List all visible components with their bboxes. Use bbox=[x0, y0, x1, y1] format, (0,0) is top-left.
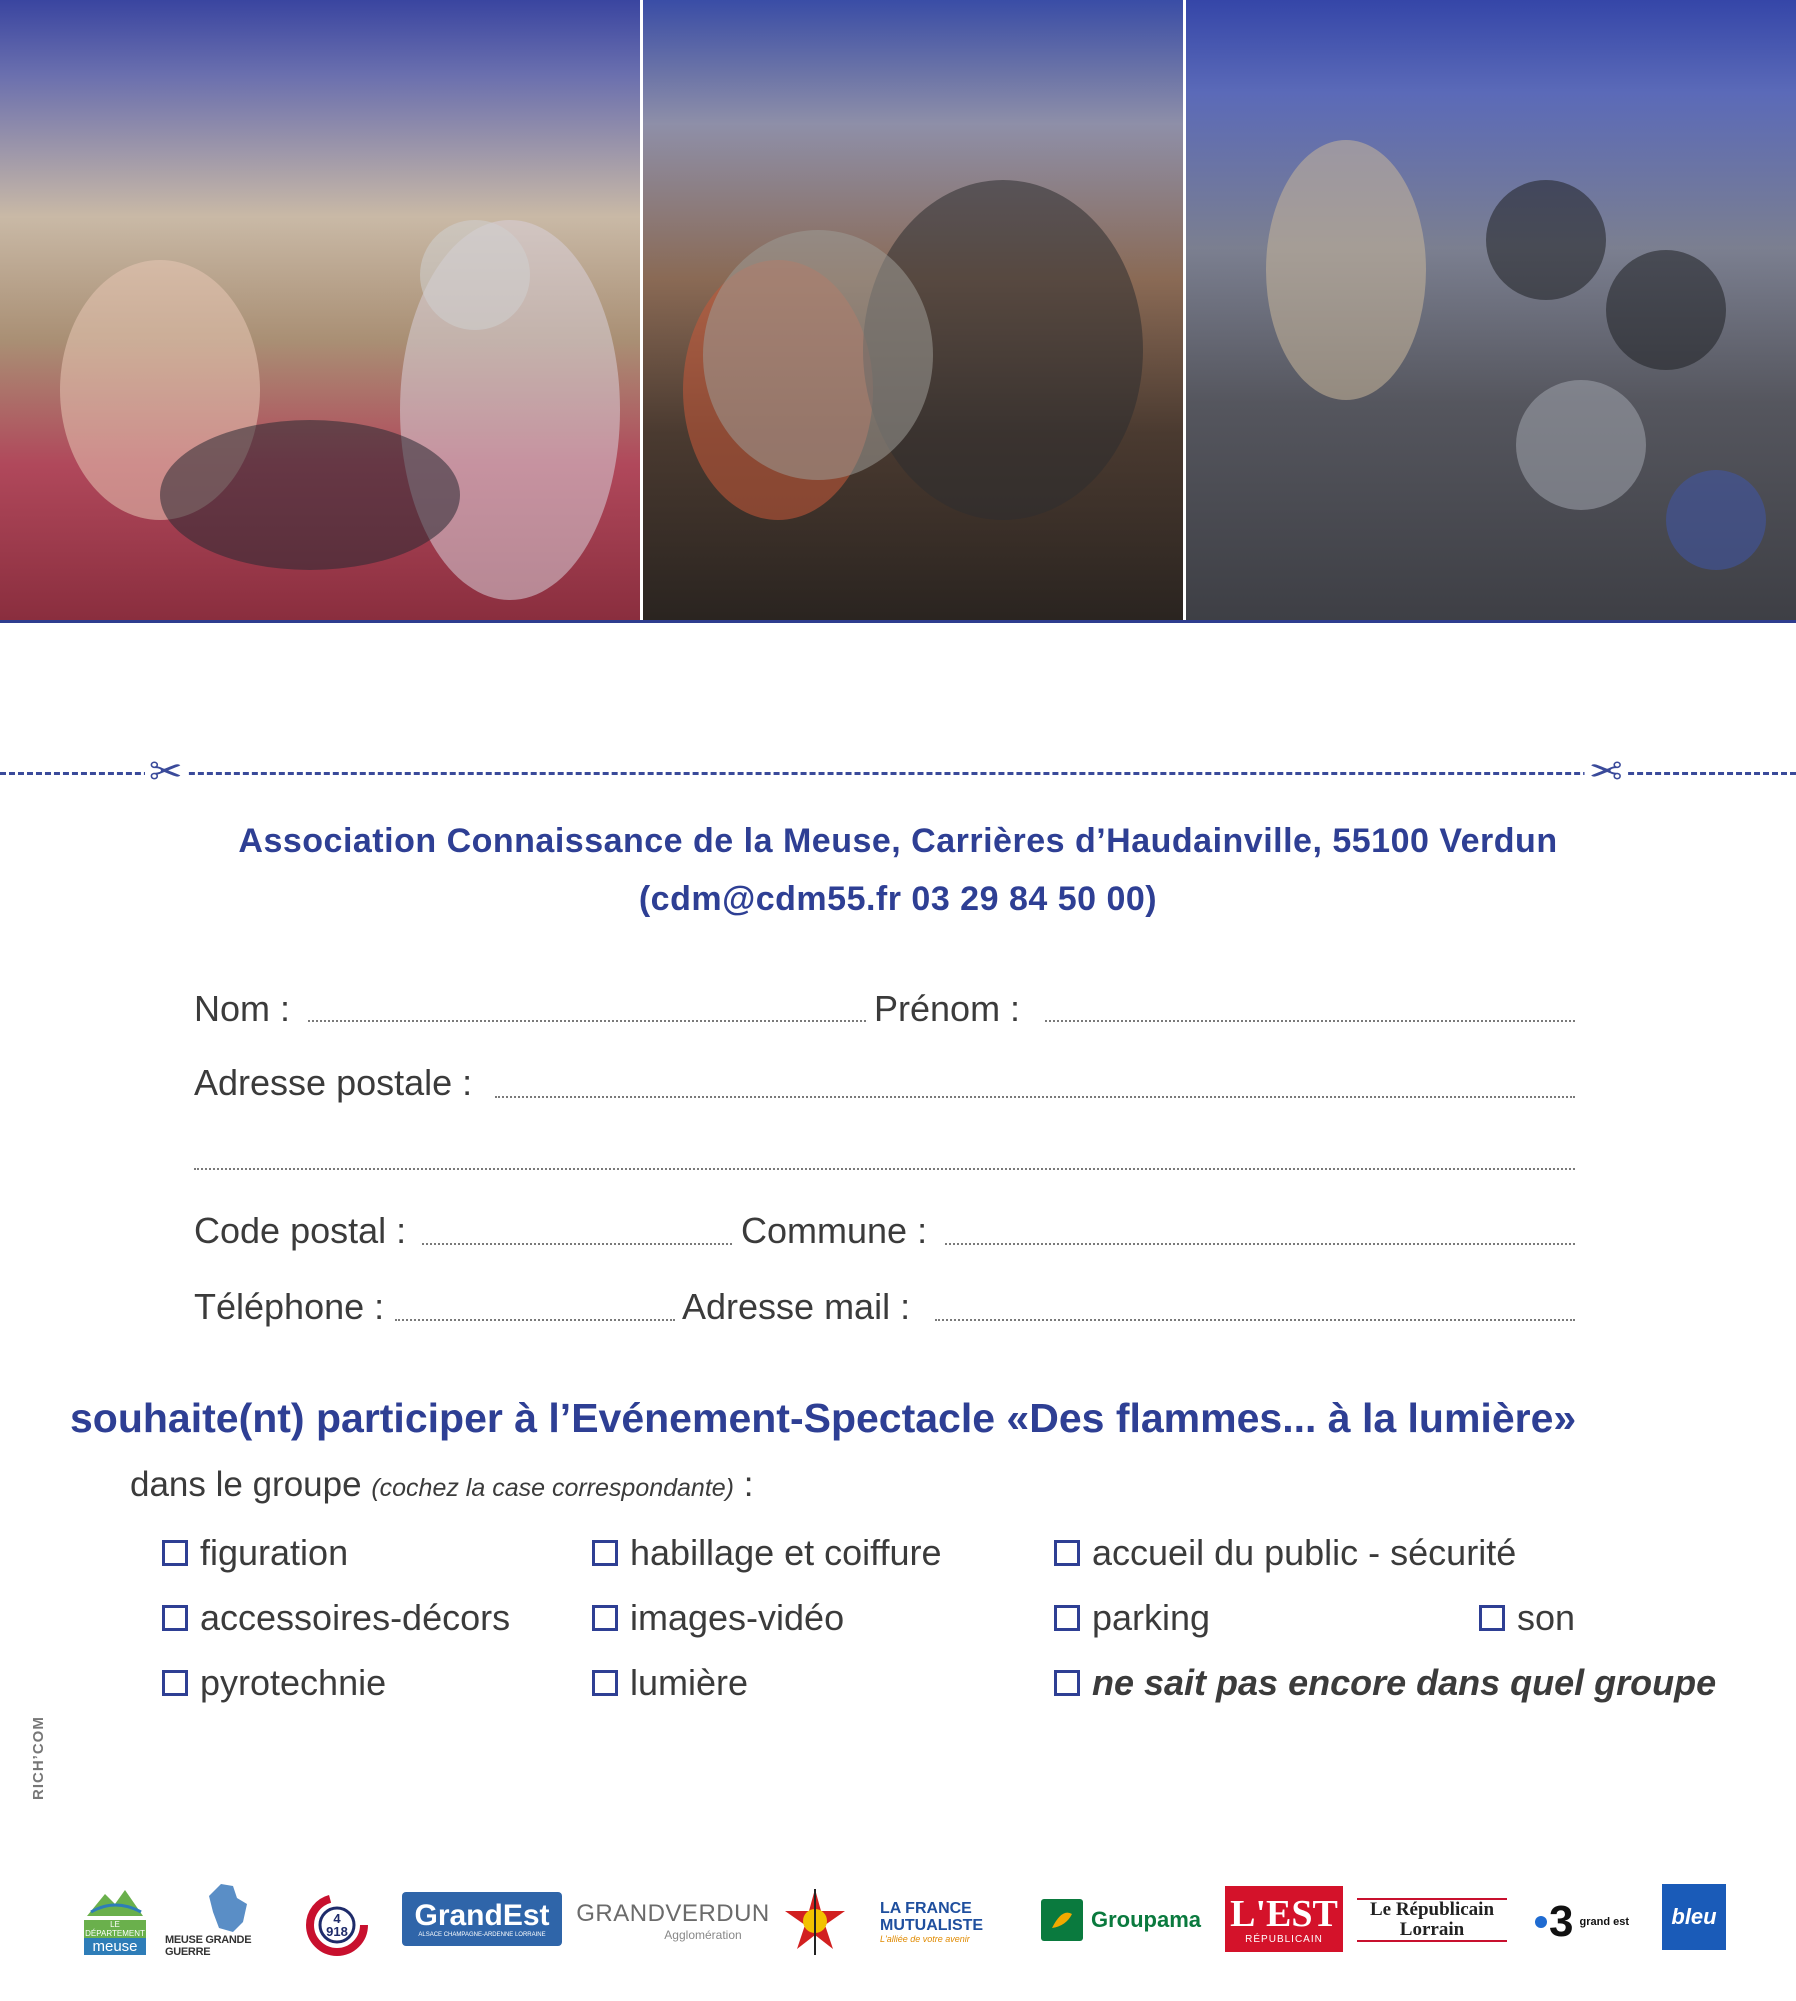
option-habillage-label: habillage et coiffure bbox=[630, 1532, 942, 1573]
group-hint: (cochez la case correspondante) bbox=[371, 1474, 735, 1502]
nom-label: Nom : bbox=[194, 988, 291, 1029]
france3-logo bbox=[1522, 1894, 1642, 1950]
adresse-label: Adresse postale : bbox=[194, 1062, 473, 1103]
option-pyrotechnie[interactable] bbox=[162, 1662, 386, 1704]
grand-verdun-logo bbox=[578, 1894, 768, 1948]
grand-est-logo bbox=[402, 1892, 562, 1946]
group-prefix: dans le groupe bbox=[130, 1465, 362, 1504]
checkbox-parking[interactable] bbox=[1054, 1605, 1080, 1631]
option-accueil[interactable] bbox=[1054, 1532, 1516, 1574]
star-emblem-icon bbox=[783, 1887, 847, 1957]
mail-field[interactable] bbox=[935, 1319, 1575, 1321]
stage-lighting-photo bbox=[1183, 0, 1796, 620]
meuse-mountain-icon bbox=[85, 1886, 145, 1920]
grand-est-sub: ALSACE CHAMPAGNE-ARDENNE LORRAINE bbox=[418, 1932, 546, 1938]
france3-sub: grand est bbox=[1579, 1916, 1629, 1928]
option-habillage[interactable] bbox=[592, 1532, 942, 1574]
option-lumiere[interactable] bbox=[592, 1662, 748, 1704]
meuse-sub: LE DÉPARTEMENT bbox=[85, 1919, 145, 1938]
emblem-logo bbox=[780, 1884, 850, 1960]
checkbox-figuration[interactable] bbox=[162, 1540, 188, 1566]
telephone-field[interactable] bbox=[395, 1319, 675, 1321]
option-accessoires[interactable] bbox=[162, 1597, 510, 1639]
checkbox-accueil[interactable] bbox=[1054, 1540, 1080, 1566]
centenaire-text: 4 918 bbox=[326, 1911, 348, 1939]
groupama-text: Groupama bbox=[1090, 1907, 1202, 1932]
code-postal-field[interactable] bbox=[422, 1243, 732, 1245]
republicain-lorrain-text: Le Républicain Lorrain bbox=[1357, 1898, 1507, 1942]
cut-line bbox=[0, 772, 1796, 775]
grand-verdun-sub: Agglomération bbox=[664, 1928, 742, 1942]
designer-credit: RICH’COM bbox=[30, 1716, 47, 1800]
commune-label: Commune : bbox=[741, 1210, 928, 1251]
meuse-grande-guerre-text: MEUSE GRANDE GUERRE bbox=[165, 1934, 252, 1958]
checkbox-habillage[interactable] bbox=[592, 1540, 618, 1566]
option-son-label: son bbox=[1517, 1597, 1576, 1638]
commune-field[interactable] bbox=[945, 1243, 1575, 1245]
meuse-logo bbox=[80, 1880, 150, 1960]
option-figuration-label: figuration bbox=[200, 1532, 349, 1573]
option-accessoires-label: accessoires-décors bbox=[200, 1597, 511, 1638]
group-instruction bbox=[130, 1465, 753, 1505]
option-parking-label: parking bbox=[1092, 1597, 1211, 1638]
checkbox-son[interactable] bbox=[1479, 1605, 1505, 1631]
checkbox-images[interactable] bbox=[592, 1605, 618, 1631]
groupama-logo bbox=[1036, 1892, 1206, 1948]
lest-text: L'EST bbox=[1230, 1892, 1338, 1935]
sound-desk-photo bbox=[640, 0, 1183, 620]
checkbox-lumiere[interactable] bbox=[592, 1670, 618, 1696]
option-images[interactable] bbox=[592, 1597, 844, 1639]
france3-text: 3 bbox=[1549, 1897, 1574, 1946]
prenom-field[interactable] bbox=[1045, 1020, 1575, 1022]
france-bleu-text: bleu bbox=[1671, 1904, 1717, 1929]
lest-republicain-logo bbox=[1225, 1886, 1343, 1952]
costume-workshop-photo bbox=[0, 0, 640, 620]
meuse-text: meuse bbox=[84, 1938, 146, 1955]
lest-sub: RÉPUBLICAIN bbox=[1245, 1933, 1323, 1945]
meuse-grande-guerre-logo bbox=[165, 1880, 290, 1960]
code-postal-label: Code postal : bbox=[194, 1210, 407, 1251]
mail-label: Adresse mail : bbox=[682, 1286, 911, 1327]
association-contact: (cdm@cdm55.fr 03 29 84 50 00) bbox=[638, 880, 1158, 918]
option-images-label: images-vidéo bbox=[630, 1597, 845, 1638]
grand-verdun-text: GRANDVERDUN bbox=[576, 1900, 770, 1927]
republicain-lorrain-logo bbox=[1357, 1892, 1507, 1948]
france-mutualiste-logo bbox=[880, 1892, 1010, 1952]
option-son[interactable] bbox=[1479, 1597, 1575, 1639]
france-bleu-logo bbox=[1662, 1884, 1726, 1950]
checkbox-pyrotechnie[interactable] bbox=[162, 1670, 188, 1696]
option-parking[interactable] bbox=[1054, 1597, 1210, 1639]
participation-headline: souhaite(nt) participer à l’Evénement-Spectacle «Des flammes... à la lumière» bbox=[70, 1395, 1577, 1441]
option-figuration[interactable] bbox=[162, 1532, 348, 1574]
checkbox-accessoires[interactable] bbox=[162, 1605, 188, 1631]
photo-strip bbox=[0, 0, 1796, 622]
centenaire-logo bbox=[302, 1890, 372, 1960]
france-mutualiste-text: LA FRANCE MUTUALISTE bbox=[880, 1900, 984, 1934]
sponsor-logos bbox=[70, 1880, 1730, 1970]
france3-dot-icon bbox=[1535, 1916, 1547, 1928]
photo-bottom-rule bbox=[0, 620, 1796, 623]
prenom-label: Prénom : bbox=[874, 988, 1021, 1029]
france-mutualiste-sub: L'alliée de votre avenir bbox=[880, 1934, 970, 1944]
checkbox-indecis[interactable] bbox=[1054, 1670, 1080, 1696]
grand-est-text: GrandEst bbox=[414, 1899, 550, 1932]
groupama-icon bbox=[1041, 1899, 1083, 1941]
meuse-map-icon bbox=[203, 1882, 253, 1934]
nom-field[interactable] bbox=[308, 1020, 866, 1022]
option-indecis[interactable] bbox=[1054, 1662, 1716, 1704]
option-lumiere-label: lumière bbox=[630, 1662, 749, 1703]
association-address: Association Connaissance de la Meuse, Carrières d’Haudainville, 55100 Verdun bbox=[238, 822, 1558, 860]
option-accueil-label: accueil du public - sécurité bbox=[1092, 1532, 1517, 1573]
option-indecis-label: ne sait pas encore dans quel groupe bbox=[1092, 1662, 1717, 1703]
adresse-field-line-2[interactable] bbox=[194, 1168, 1575, 1170]
groupama-leaf-icon bbox=[1048, 1906, 1076, 1934]
option-pyrotechnie-label: pyrotechnie bbox=[200, 1662, 387, 1703]
scissors-left-icon: ✂ bbox=[145, 752, 187, 792]
scissors-right-icon: ✂ bbox=[1585, 752, 1627, 792]
telephone-label: Téléphone : bbox=[194, 1286, 385, 1327]
group-suffix: : bbox=[734, 1465, 754, 1504]
adresse-field-line-1[interactable] bbox=[495, 1096, 1575, 1098]
